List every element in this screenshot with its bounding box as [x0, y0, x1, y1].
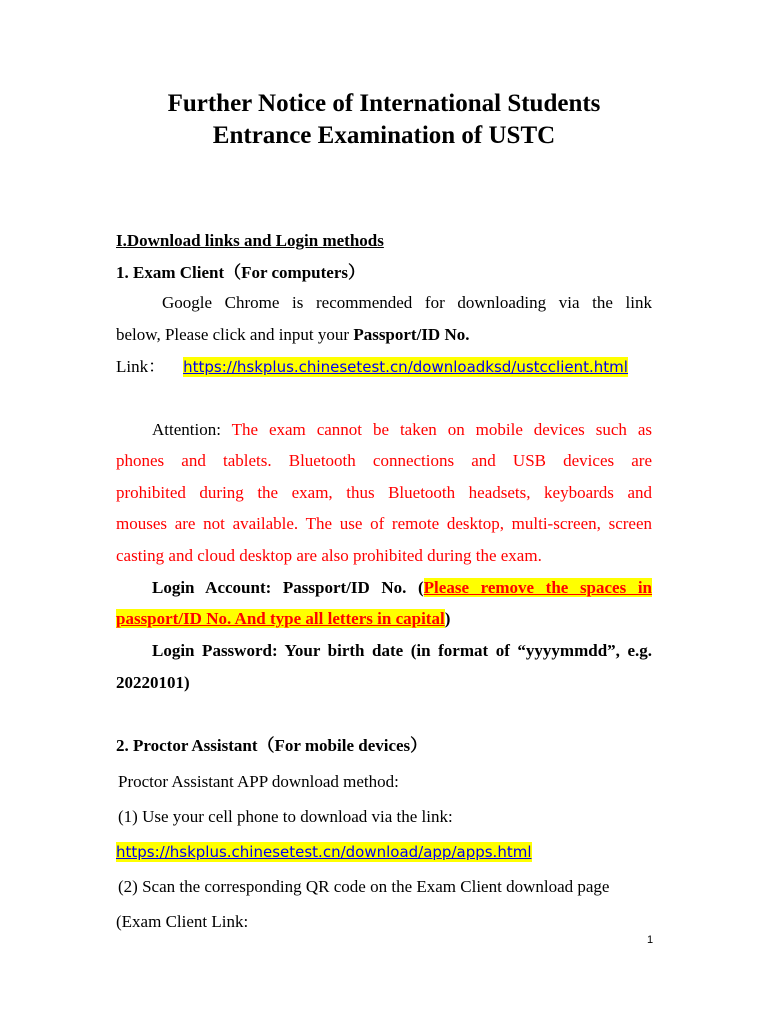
login-password-line-1: Login Password: Your birth date (in format of “yyyymmdd”, e.g.	[152, 641, 652, 660]
proctor-step-2: (2) Scan the corresponding QR code on the Exam Client download page	[118, 877, 610, 896]
attention-label: Attention:	[152, 420, 232, 439]
exam-client-para-line-2	[116, 324, 469, 346]
attention-line-1	[116, 419, 652, 441]
proctor-method-title: Proctor Assistant APP download method:	[118, 772, 399, 791]
login-account-line-2	[116, 608, 450, 630]
passport-id-emphasis: Passport/ID No.	[353, 325, 470, 344]
attention-line-4: mouses are not available. The use of remote desktop, multi-screen, screen	[116, 514, 652, 533]
page-number: 1	[646, 934, 654, 946]
login-account-note-2: passport/ID No. And type all letters in capital	[116, 609, 445, 628]
proctor-step-2-cont: (Exam Client Link:	[116, 912, 249, 931]
exam-client-download-link[interactable]: https://hskplus.chinesetest.cn/downloadksd/ustcclient.html	[183, 358, 628, 376]
attention-line-3: prohibited during the exam, thus Bluetooth headsets, keyboards and	[116, 483, 652, 502]
title-line-1: Further Notice of International Students	[167, 90, 601, 117]
attention-line-2: phones and tablets. Bluetooth connections and USB devices are	[116, 451, 652, 470]
exam-client-heading: 1. Exam Client（For computers）	[116, 263, 365, 282]
title-line-2: Entrance Examination of USTC	[212, 122, 556, 149]
link-label: Link：	[116, 357, 166, 376]
attention-line-5: casting and cloud desktop are also prohibited during the exam.	[116, 546, 542, 565]
login-password-line-2: 20220101)	[116, 673, 190, 692]
login-account-line-1	[116, 577, 652, 599]
exam-client-link-row	[116, 356, 628, 378]
proctor-link-row	[116, 841, 532, 863]
para-text: below, Please click and input your	[116, 325, 354, 344]
login-account-close: )	[444, 609, 451, 628]
proctor-app-download-link[interactable]: https://hskplus.chinesetest.cn/download/app/apps.html	[116, 843, 532, 861]
proctor-assistant-heading: 2. Proctor Assistant（For mobile devices）	[116, 736, 428, 755]
attention-text-1: The exam cannot be taken on mobile devices such as	[231, 420, 652, 439]
section-heading: I.Download links and Login methods	[116, 231, 384, 250]
exam-client-para-line-1: Google Chrome is recommended for downloading via the link	[162, 293, 652, 312]
login-account-label: Login Account: Passport/ID No. (	[152, 578, 424, 597]
proctor-step-1: (1) Use your cell phone to download via the link:	[118, 807, 453, 826]
login-account-note-1: Please remove the spaces in	[423, 578, 652, 597]
